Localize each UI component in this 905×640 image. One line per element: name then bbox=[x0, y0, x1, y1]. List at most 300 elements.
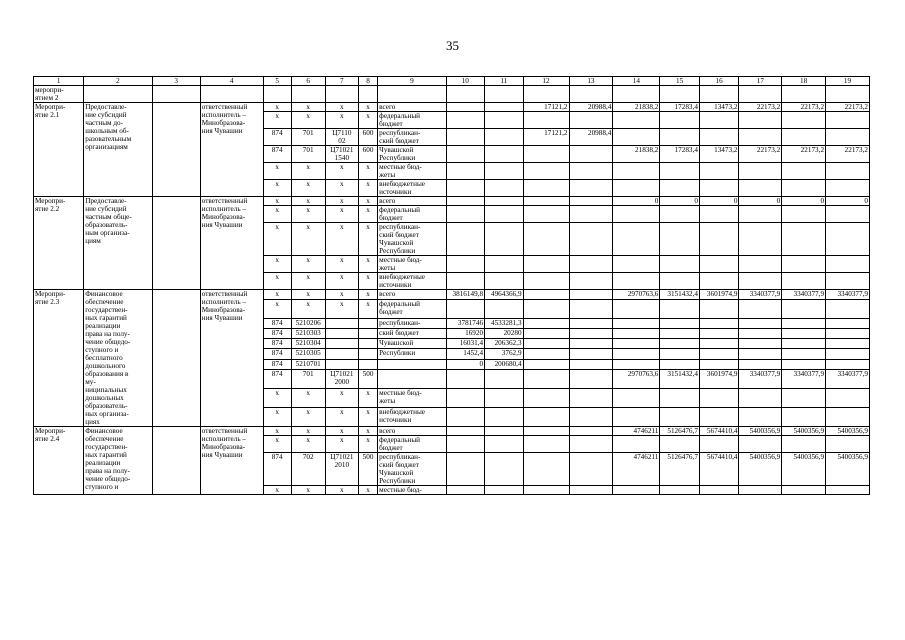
table-cell: x bbox=[358, 273, 377, 290]
table-cell: 16920 bbox=[446, 329, 484, 339]
table-cell bbox=[569, 300, 613, 319]
table-cell bbox=[660, 329, 700, 339]
table-cell: 600 bbox=[358, 146, 377, 163]
table-cell bbox=[660, 129, 700, 146]
table-cell bbox=[291, 86, 325, 103]
table-cell bbox=[699, 349, 739, 359]
table-cell: 0 bbox=[826, 197, 870, 206]
table-cell bbox=[613, 206, 660, 223]
table-cell bbox=[569, 319, 613, 329]
table-cell bbox=[523, 273, 569, 290]
table-cell: 17121,2 bbox=[523, 129, 569, 146]
table-cell bbox=[485, 112, 523, 129]
table-cell: 5210304 bbox=[291, 339, 325, 349]
column-number: 19 bbox=[826, 77, 870, 86]
table-cell bbox=[446, 388, 484, 407]
table-cell bbox=[699, 163, 739, 180]
table-cell: 206362,3 bbox=[485, 339, 523, 349]
table-cell bbox=[485, 388, 523, 407]
table-cell: x bbox=[263, 436, 291, 453]
table-cell: x bbox=[291, 300, 325, 319]
table-cell bbox=[485, 453, 523, 486]
table-cell: 3340377,9 bbox=[826, 290, 870, 300]
table-cell bbox=[325, 329, 358, 339]
table-cell: 0 bbox=[739, 197, 782, 206]
column-number: 9 bbox=[378, 77, 446, 86]
table-cell bbox=[358, 329, 377, 339]
table-cell: 5674410,4 bbox=[699, 427, 739, 436]
table-cell: x bbox=[263, 486, 291, 495]
column-number: 5 bbox=[263, 77, 291, 86]
table-cell bbox=[569, 223, 613, 256]
table-cell bbox=[613, 86, 660, 103]
table-cell bbox=[523, 486, 569, 495]
table-cell: x bbox=[291, 290, 325, 300]
table-cell: x bbox=[291, 427, 325, 436]
funding-source: местные бюд- жеты bbox=[378, 256, 446, 273]
table-cell bbox=[523, 339, 569, 349]
funding-source: местные бюд- жеты bbox=[378, 388, 446, 407]
table-cell: 21838,2 bbox=[613, 146, 660, 163]
table-cell: x bbox=[263, 180, 291, 197]
funding-source: республикан- ский бюджет Чувашской Республики bbox=[378, 223, 446, 256]
table-cell: 5400356,9 bbox=[826, 427, 870, 436]
table-cell: Ц71021 2010 bbox=[325, 453, 358, 486]
table-cell bbox=[826, 223, 870, 256]
table-cell: 5210206 bbox=[291, 319, 325, 329]
table-cell bbox=[446, 223, 484, 256]
table-cell: 3151432,4 bbox=[660, 290, 700, 300]
table-cell: 1452,4 bbox=[446, 349, 484, 359]
table-cell bbox=[613, 129, 660, 146]
table-cell: 4746211 bbox=[613, 427, 660, 436]
table-row bbox=[34, 103, 870, 112]
table-cell bbox=[446, 486, 484, 495]
table-cell: x bbox=[358, 103, 377, 112]
table-cell: 874 bbox=[263, 339, 291, 349]
table-cell bbox=[739, 319, 782, 329]
table-cell bbox=[826, 359, 870, 369]
table-cell bbox=[660, 256, 700, 273]
funding-source: всего bbox=[378, 427, 446, 436]
table-cell bbox=[485, 300, 523, 319]
empty-cell bbox=[152, 197, 200, 290]
column-number: 10 bbox=[446, 77, 484, 86]
table-cell bbox=[739, 349, 782, 359]
table-cell: 20988,4 bbox=[569, 129, 613, 146]
table-cell: x bbox=[325, 486, 358, 495]
table-cell: x bbox=[291, 436, 325, 453]
table-cell: 5210305 bbox=[291, 349, 325, 359]
table-cell: 500 bbox=[358, 453, 377, 486]
table-cell bbox=[446, 112, 484, 129]
column-number: 17 bbox=[739, 77, 782, 86]
measure-name: Меропри- ятие 2.3 bbox=[34, 290, 84, 427]
table-cell bbox=[826, 86, 870, 103]
table-cell bbox=[782, 486, 826, 495]
table-cell bbox=[699, 273, 739, 290]
table-cell: Ц71021 2000 bbox=[325, 369, 358, 388]
table-row bbox=[34, 427, 870, 436]
measure-name: Меропри- ятие 2.4 bbox=[34, 427, 84, 495]
table-cell bbox=[523, 146, 569, 163]
table-cell: 702 bbox=[291, 453, 325, 486]
table-cell bbox=[826, 273, 870, 290]
measure-executor: ответственный исполнитель – Минобразова- ния Чувашии bbox=[200, 427, 263, 495]
table-row bbox=[34, 86, 870, 103]
table-cell: 500 bbox=[358, 369, 377, 388]
table-cell: 3340377,9 bbox=[826, 369, 870, 388]
table-cell bbox=[613, 486, 660, 495]
table-cell: x bbox=[358, 290, 377, 300]
table-cell bbox=[485, 223, 523, 256]
table-cell bbox=[613, 359, 660, 369]
table-cell: x bbox=[325, 436, 358, 453]
table-cell bbox=[739, 359, 782, 369]
table-cell bbox=[782, 163, 826, 180]
table-cell: 22173,2 bbox=[739, 146, 782, 163]
table-cell bbox=[485, 129, 523, 146]
column-number: 15 bbox=[660, 77, 700, 86]
table-cell: 13473,2 bbox=[699, 146, 739, 163]
table-cell: 20280 bbox=[485, 329, 523, 339]
column-number: 12 bbox=[523, 77, 569, 86]
table-cell bbox=[569, 290, 613, 300]
table-cell bbox=[826, 180, 870, 197]
table-cell: Ц71021 1540 bbox=[325, 146, 358, 163]
continuation-label: меропри- ятием 2 bbox=[34, 86, 84, 103]
empty-cell bbox=[152, 427, 200, 495]
table-cell bbox=[782, 112, 826, 129]
table-cell: x bbox=[358, 223, 377, 256]
table-cell bbox=[660, 388, 700, 407]
table-cell bbox=[826, 112, 870, 129]
table-cell: x bbox=[358, 436, 377, 453]
table-cell: 22173,2 bbox=[782, 103, 826, 112]
table-cell bbox=[485, 146, 523, 163]
table-cell: x bbox=[325, 388, 358, 407]
table-cell: Ц7110 02 bbox=[325, 129, 358, 146]
table-cell: 21838,2 bbox=[613, 103, 660, 112]
table-cell bbox=[523, 453, 569, 486]
table-cell bbox=[739, 163, 782, 180]
table-cell: 5674410,4 bbox=[699, 453, 739, 486]
measure-name: Меропри- ятие 2.1 bbox=[34, 103, 84, 197]
table-cell: x bbox=[263, 273, 291, 290]
table-cell: 0 bbox=[782, 197, 826, 206]
table-cell: 874 bbox=[263, 329, 291, 339]
table-cell bbox=[446, 129, 484, 146]
table-cell bbox=[523, 427, 569, 436]
table-cell bbox=[485, 180, 523, 197]
table-cell: 2970763,6 bbox=[613, 369, 660, 388]
table-cell: x bbox=[263, 103, 291, 112]
table-cell: x bbox=[291, 273, 325, 290]
table-cell bbox=[739, 339, 782, 349]
table-cell bbox=[523, 436, 569, 453]
measure-description: Финансовое обеспечение государствен- ных гарантий реализации права на полу- чение общедо- ступного и бесплатного дошкольного образования в му- ниципальных дошкольных образователь- ных организа- циях bbox=[84, 290, 152, 427]
table-cell: 3151432,4 bbox=[660, 369, 700, 388]
table-cell bbox=[569, 146, 613, 163]
table-cell: 3601974,9 bbox=[699, 369, 739, 388]
table-cell bbox=[485, 103, 523, 112]
table-cell bbox=[523, 388, 569, 407]
table-cell bbox=[739, 273, 782, 290]
table-cell: x bbox=[291, 103, 325, 112]
table-cell bbox=[523, 197, 569, 206]
table-cell bbox=[523, 180, 569, 197]
table-cell bbox=[523, 112, 569, 129]
table-cell: 16031,4 bbox=[446, 339, 484, 349]
table-cell bbox=[485, 197, 523, 206]
funding-source: республикан- bbox=[378, 319, 446, 329]
funding-source: федеральный бюджет bbox=[378, 436, 446, 453]
table-cell bbox=[569, 407, 613, 426]
table-cell bbox=[826, 407, 870, 426]
table-cell bbox=[446, 206, 484, 223]
table-cell: x bbox=[358, 163, 377, 180]
table-cell: x bbox=[358, 180, 377, 197]
table-cell bbox=[613, 256, 660, 273]
table-cell: 2970763,6 bbox=[613, 290, 660, 300]
table-cell: x bbox=[291, 163, 325, 180]
table-cell bbox=[569, 180, 613, 197]
column-number: 1 bbox=[34, 77, 84, 86]
table-cell: 701 bbox=[291, 369, 325, 388]
table-cell bbox=[523, 256, 569, 273]
funding-source: федеральный бюджет bbox=[378, 206, 446, 223]
table-cell bbox=[782, 300, 826, 319]
table-cell: 5126476,7 bbox=[660, 427, 700, 436]
table-cell bbox=[485, 369, 523, 388]
table-cell: x bbox=[263, 407, 291, 426]
table-cell: x bbox=[263, 388, 291, 407]
table-cell bbox=[485, 486, 523, 495]
table-cell bbox=[739, 436, 782, 453]
table-cell: x bbox=[263, 427, 291, 436]
table-cell: 5210701 bbox=[291, 359, 325, 369]
table-cell bbox=[826, 388, 870, 407]
table-cell bbox=[699, 329, 739, 339]
table-cell bbox=[826, 206, 870, 223]
table-cell bbox=[523, 359, 569, 369]
table-cell: x bbox=[263, 290, 291, 300]
table-cell: x bbox=[358, 300, 377, 319]
table-cell bbox=[358, 319, 377, 329]
table-cell bbox=[523, 349, 569, 359]
funding-source: местные бюд- bbox=[378, 486, 446, 495]
funding-source: внебюджетные источники bbox=[378, 180, 446, 197]
table-cell bbox=[446, 436, 484, 453]
table-cell bbox=[826, 319, 870, 329]
table-cell bbox=[523, 329, 569, 339]
table-cell bbox=[782, 388, 826, 407]
table-cell bbox=[485, 407, 523, 426]
table-cell bbox=[782, 359, 826, 369]
table-cell bbox=[739, 112, 782, 129]
table-cell: x bbox=[291, 206, 325, 223]
table-cell bbox=[358, 349, 377, 359]
table-cell bbox=[660, 86, 700, 103]
table-cell: 20988,4 bbox=[569, 103, 613, 112]
table-cell bbox=[613, 180, 660, 197]
table-cell bbox=[613, 388, 660, 407]
table-cell bbox=[826, 163, 870, 180]
table-cell bbox=[660, 339, 700, 349]
table-cell: x bbox=[263, 197, 291, 206]
table-cell: x bbox=[291, 486, 325, 495]
table-cell bbox=[613, 339, 660, 349]
table-cell bbox=[699, 112, 739, 129]
table-cell: 4533281,3 bbox=[485, 319, 523, 329]
table-cell: 874 bbox=[263, 319, 291, 329]
table-cell bbox=[569, 206, 613, 223]
table-cell: x bbox=[325, 206, 358, 223]
table-cell bbox=[613, 112, 660, 129]
table-cell bbox=[613, 300, 660, 319]
table-cell bbox=[826, 486, 870, 495]
table-cell: 3601974,9 bbox=[699, 290, 739, 300]
table-cell bbox=[446, 180, 484, 197]
table-cell bbox=[699, 223, 739, 256]
table-cell bbox=[358, 359, 377, 369]
table-cell: x bbox=[358, 197, 377, 206]
table-cell bbox=[699, 436, 739, 453]
table-cell: 5400356,9 bbox=[739, 427, 782, 436]
table-cell bbox=[613, 349, 660, 359]
table-cell bbox=[446, 453, 484, 486]
table-cell: x bbox=[263, 256, 291, 273]
measure-description: Предоставле- ние субсидий частным до- школьным об- разовательным организациям bbox=[84, 103, 152, 197]
table-cell bbox=[782, 86, 826, 103]
funding-source: Республики bbox=[378, 349, 446, 359]
table-cell: x bbox=[358, 486, 377, 495]
table-cell bbox=[446, 273, 484, 290]
table-cell bbox=[660, 349, 700, 359]
table-cell bbox=[485, 86, 523, 103]
table-cell: 874 bbox=[263, 453, 291, 486]
table-cell bbox=[569, 359, 613, 369]
table-cell: 874 bbox=[263, 129, 291, 146]
table-cell bbox=[358, 86, 377, 103]
column-number: 6 bbox=[291, 77, 325, 86]
table-cell bbox=[699, 486, 739, 495]
column-number: 18 bbox=[782, 77, 826, 86]
table-cell: 22173,2 bbox=[782, 146, 826, 163]
empty-cell bbox=[152, 290, 200, 427]
table-cell: x bbox=[291, 112, 325, 129]
table-cell bbox=[523, 300, 569, 319]
funding-source: Чувашской bbox=[378, 339, 446, 349]
funding-source: Чувашской Республики bbox=[378, 146, 446, 163]
table-cell: x bbox=[291, 407, 325, 426]
table-cell bbox=[782, 206, 826, 223]
table-cell: x bbox=[325, 223, 358, 256]
table-cell: x bbox=[263, 163, 291, 180]
funding-source: всего bbox=[378, 103, 446, 112]
table-cell bbox=[446, 369, 484, 388]
table-cell bbox=[660, 359, 700, 369]
table-cell: 17283,4 bbox=[660, 103, 700, 112]
table-cell bbox=[485, 436, 523, 453]
table-cell bbox=[826, 129, 870, 146]
table-cell bbox=[782, 339, 826, 349]
table-cell: 0 bbox=[660, 197, 700, 206]
table-cell bbox=[485, 427, 523, 436]
table-cell: 17121,2 bbox=[523, 103, 569, 112]
table-cell: x bbox=[325, 197, 358, 206]
table-cell bbox=[84, 86, 152, 103]
table-cell bbox=[660, 112, 700, 129]
table-cell bbox=[485, 206, 523, 223]
table-row bbox=[34, 290, 870, 300]
table-cell bbox=[569, 349, 613, 359]
table-cell bbox=[569, 329, 613, 339]
table-cell bbox=[699, 300, 739, 319]
table-cell bbox=[263, 86, 291, 103]
table-cell bbox=[826, 339, 870, 349]
table-cell bbox=[569, 339, 613, 349]
table-cell: x bbox=[358, 256, 377, 273]
table-cell bbox=[325, 339, 358, 349]
table-cell: x bbox=[358, 206, 377, 223]
column-number: 7 bbox=[325, 77, 358, 86]
table-cell bbox=[699, 129, 739, 146]
column-number: 3 bbox=[152, 77, 200, 86]
table-cell bbox=[660, 300, 700, 319]
table-cell bbox=[613, 223, 660, 256]
funding-source: внебюджетные источники bbox=[378, 407, 446, 426]
table-cell: 5210303 bbox=[291, 329, 325, 339]
table-cell bbox=[523, 86, 569, 103]
table-cell: x bbox=[325, 256, 358, 273]
table-cell bbox=[200, 86, 263, 103]
table-cell: 3340377,9 bbox=[782, 290, 826, 300]
table-cell: x bbox=[325, 300, 358, 319]
table-cell bbox=[699, 319, 739, 329]
table-cell bbox=[569, 197, 613, 206]
table-cell bbox=[782, 436, 826, 453]
table-cell: x bbox=[291, 223, 325, 256]
table-cell bbox=[782, 180, 826, 197]
table-cell bbox=[446, 256, 484, 273]
table-cell bbox=[660, 180, 700, 197]
table-cell: 3781746 bbox=[446, 319, 484, 329]
table-cell bbox=[378, 86, 446, 103]
table-cell: x bbox=[358, 388, 377, 407]
table-cell bbox=[569, 112, 613, 129]
table-cell bbox=[739, 388, 782, 407]
table-cell: x bbox=[263, 112, 291, 129]
page-number: 35 bbox=[446, 38, 459, 53]
table-cell bbox=[739, 206, 782, 223]
table-cell bbox=[613, 436, 660, 453]
table-cell bbox=[523, 407, 569, 426]
table-cell bbox=[325, 319, 358, 329]
table-cell bbox=[613, 163, 660, 180]
column-number: 14 bbox=[613, 77, 660, 86]
table-cell: x bbox=[263, 206, 291, 223]
table-cell: x bbox=[325, 163, 358, 180]
table-cell bbox=[613, 273, 660, 290]
table-cell bbox=[569, 436, 613, 453]
table-cell bbox=[782, 129, 826, 146]
measure-description: Предоставле- ние субсидий частным обще- образователь- ным организа- циям bbox=[84, 197, 152, 290]
table-cell: x bbox=[325, 427, 358, 436]
table-cell: 701 bbox=[291, 146, 325, 163]
funding-source: федеральный бюджет bbox=[378, 112, 446, 129]
table-cell bbox=[739, 329, 782, 339]
